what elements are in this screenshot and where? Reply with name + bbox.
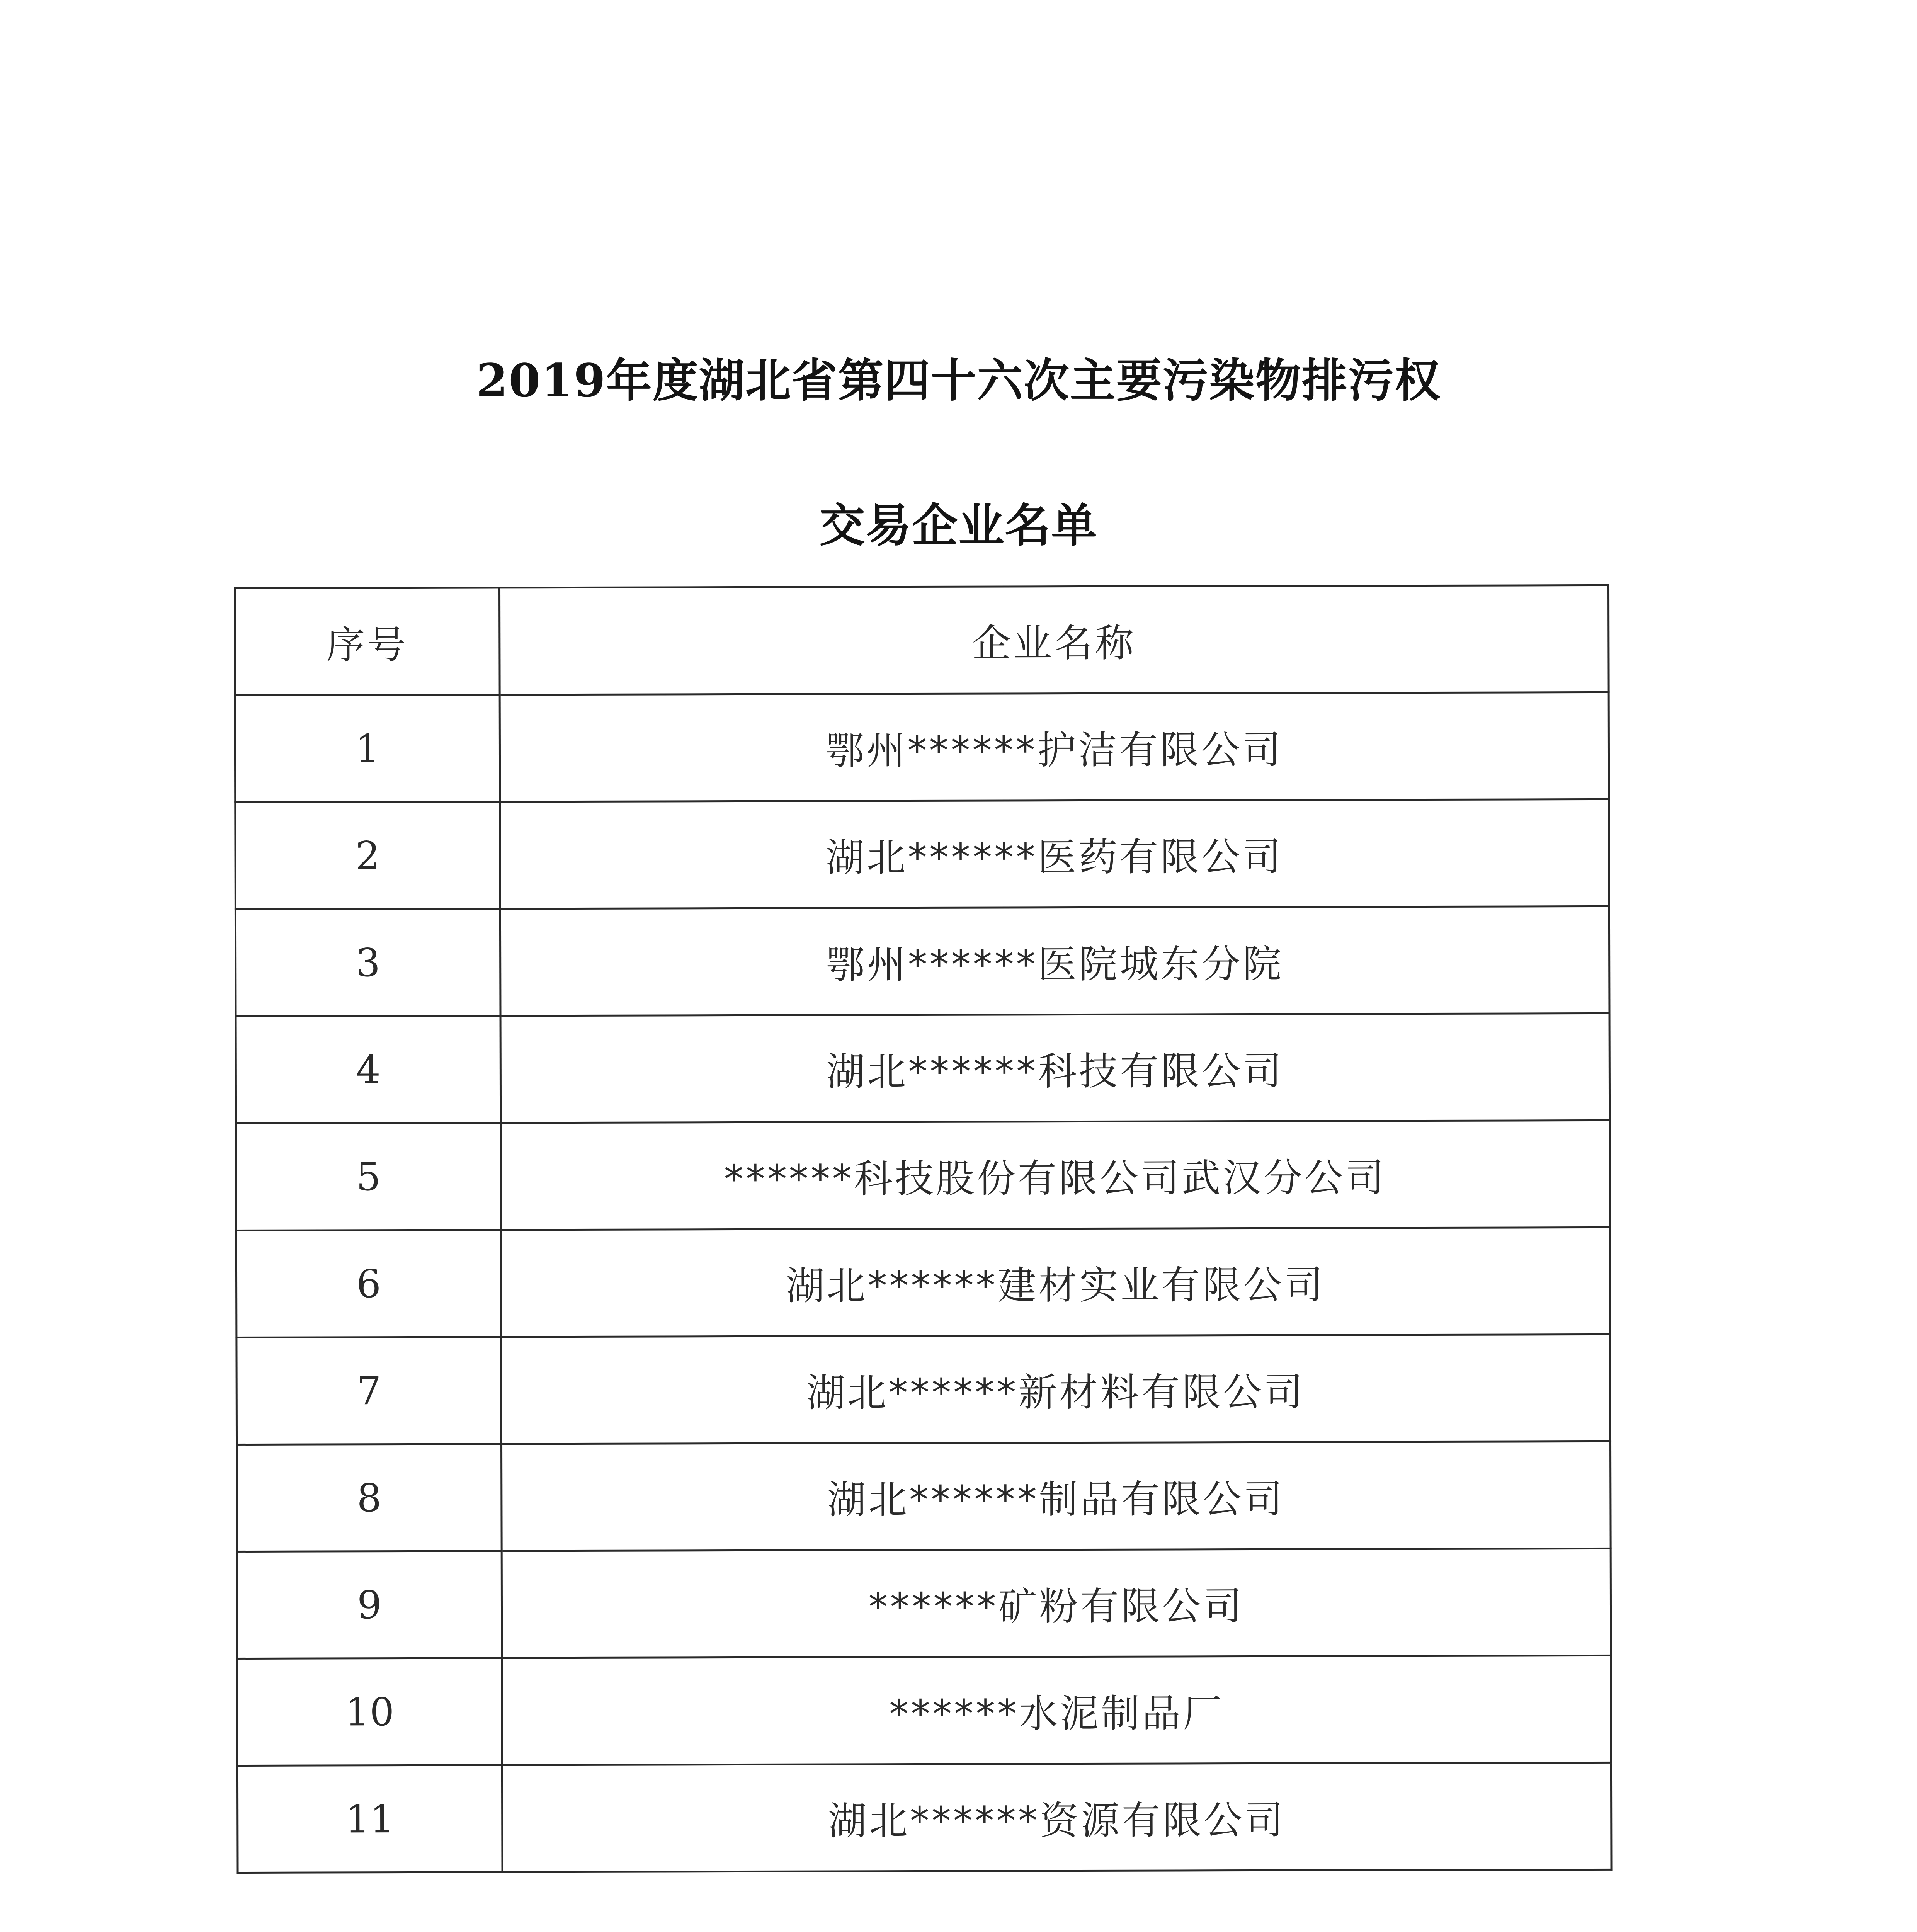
row-serial-number: 9 [237, 1551, 502, 1659]
document-subtitle: 交易企业名单 [819, 498, 1098, 552]
table-row [236, 1013, 1610, 1123]
row-enterprise-name: 湖北******科技有限公司 [500, 1013, 1610, 1123]
row-enterprise-name: 鄂州******医院城东分院 [500, 906, 1609, 1016]
header-enterprise-name: 企业名称 [500, 585, 1609, 695]
row-serial-number: 11 [237, 1765, 502, 1873]
row-enterprise-name: ******水泥制品厂 [502, 1655, 1611, 1765]
row-enterprise-name: ******科技股份有限公司武汉分公司 [501, 1120, 1610, 1230]
row-serial-number: 8 [237, 1444, 502, 1552]
row-serial-number: 5 [236, 1123, 501, 1231]
row-serial-number: 7 [236, 1337, 502, 1445]
row-serial-number: 10 [237, 1658, 502, 1766]
table-row [237, 1655, 1611, 1765]
table-row [237, 1441, 1611, 1551]
table-row [235, 692, 1609, 802]
enterprise-table-container [234, 587, 1609, 1874]
row-enterprise-name: 湖北******新材料有限公司 [501, 1334, 1611, 1444]
row-enterprise-name: ******矿粉有限公司 [502, 1548, 1611, 1658]
row-enterprise-name: 湖北******制品有限公司 [502, 1441, 1611, 1551]
row-serial-number: 4 [236, 1016, 501, 1124]
table-row [236, 1227, 1610, 1337]
row-enterprise-name: 湖北******建材实业有限公司 [501, 1227, 1610, 1337]
row-serial-number: 6 [236, 1230, 501, 1338]
table-row [237, 1548, 1611, 1658]
document-title: 2019年度湖北省第四十六次主要污染物排污权 [476, 354, 1441, 407]
row-enterprise-name: 鄂州******护洁有限公司 [500, 692, 1609, 802]
row-serial-number: 3 [235, 909, 500, 1017]
table-row [235, 906, 1609, 1016]
row-enterprise-name: 湖北******资源有限公司 [502, 1762, 1611, 1872]
header-serial-number: 序号 [235, 588, 500, 696]
row-serial-number: 1 [235, 695, 500, 803]
enterprise-table [234, 584, 1613, 1874]
table-row [236, 1334, 1611, 1444]
row-enterprise-name: 湖北******医药有限公司 [500, 799, 1609, 909]
table-row [236, 1120, 1610, 1230]
table-row [235, 799, 1609, 909]
row-serial-number: 2 [235, 802, 500, 910]
table-row [237, 1762, 1611, 1872]
table-header-row [235, 585, 1609, 695]
